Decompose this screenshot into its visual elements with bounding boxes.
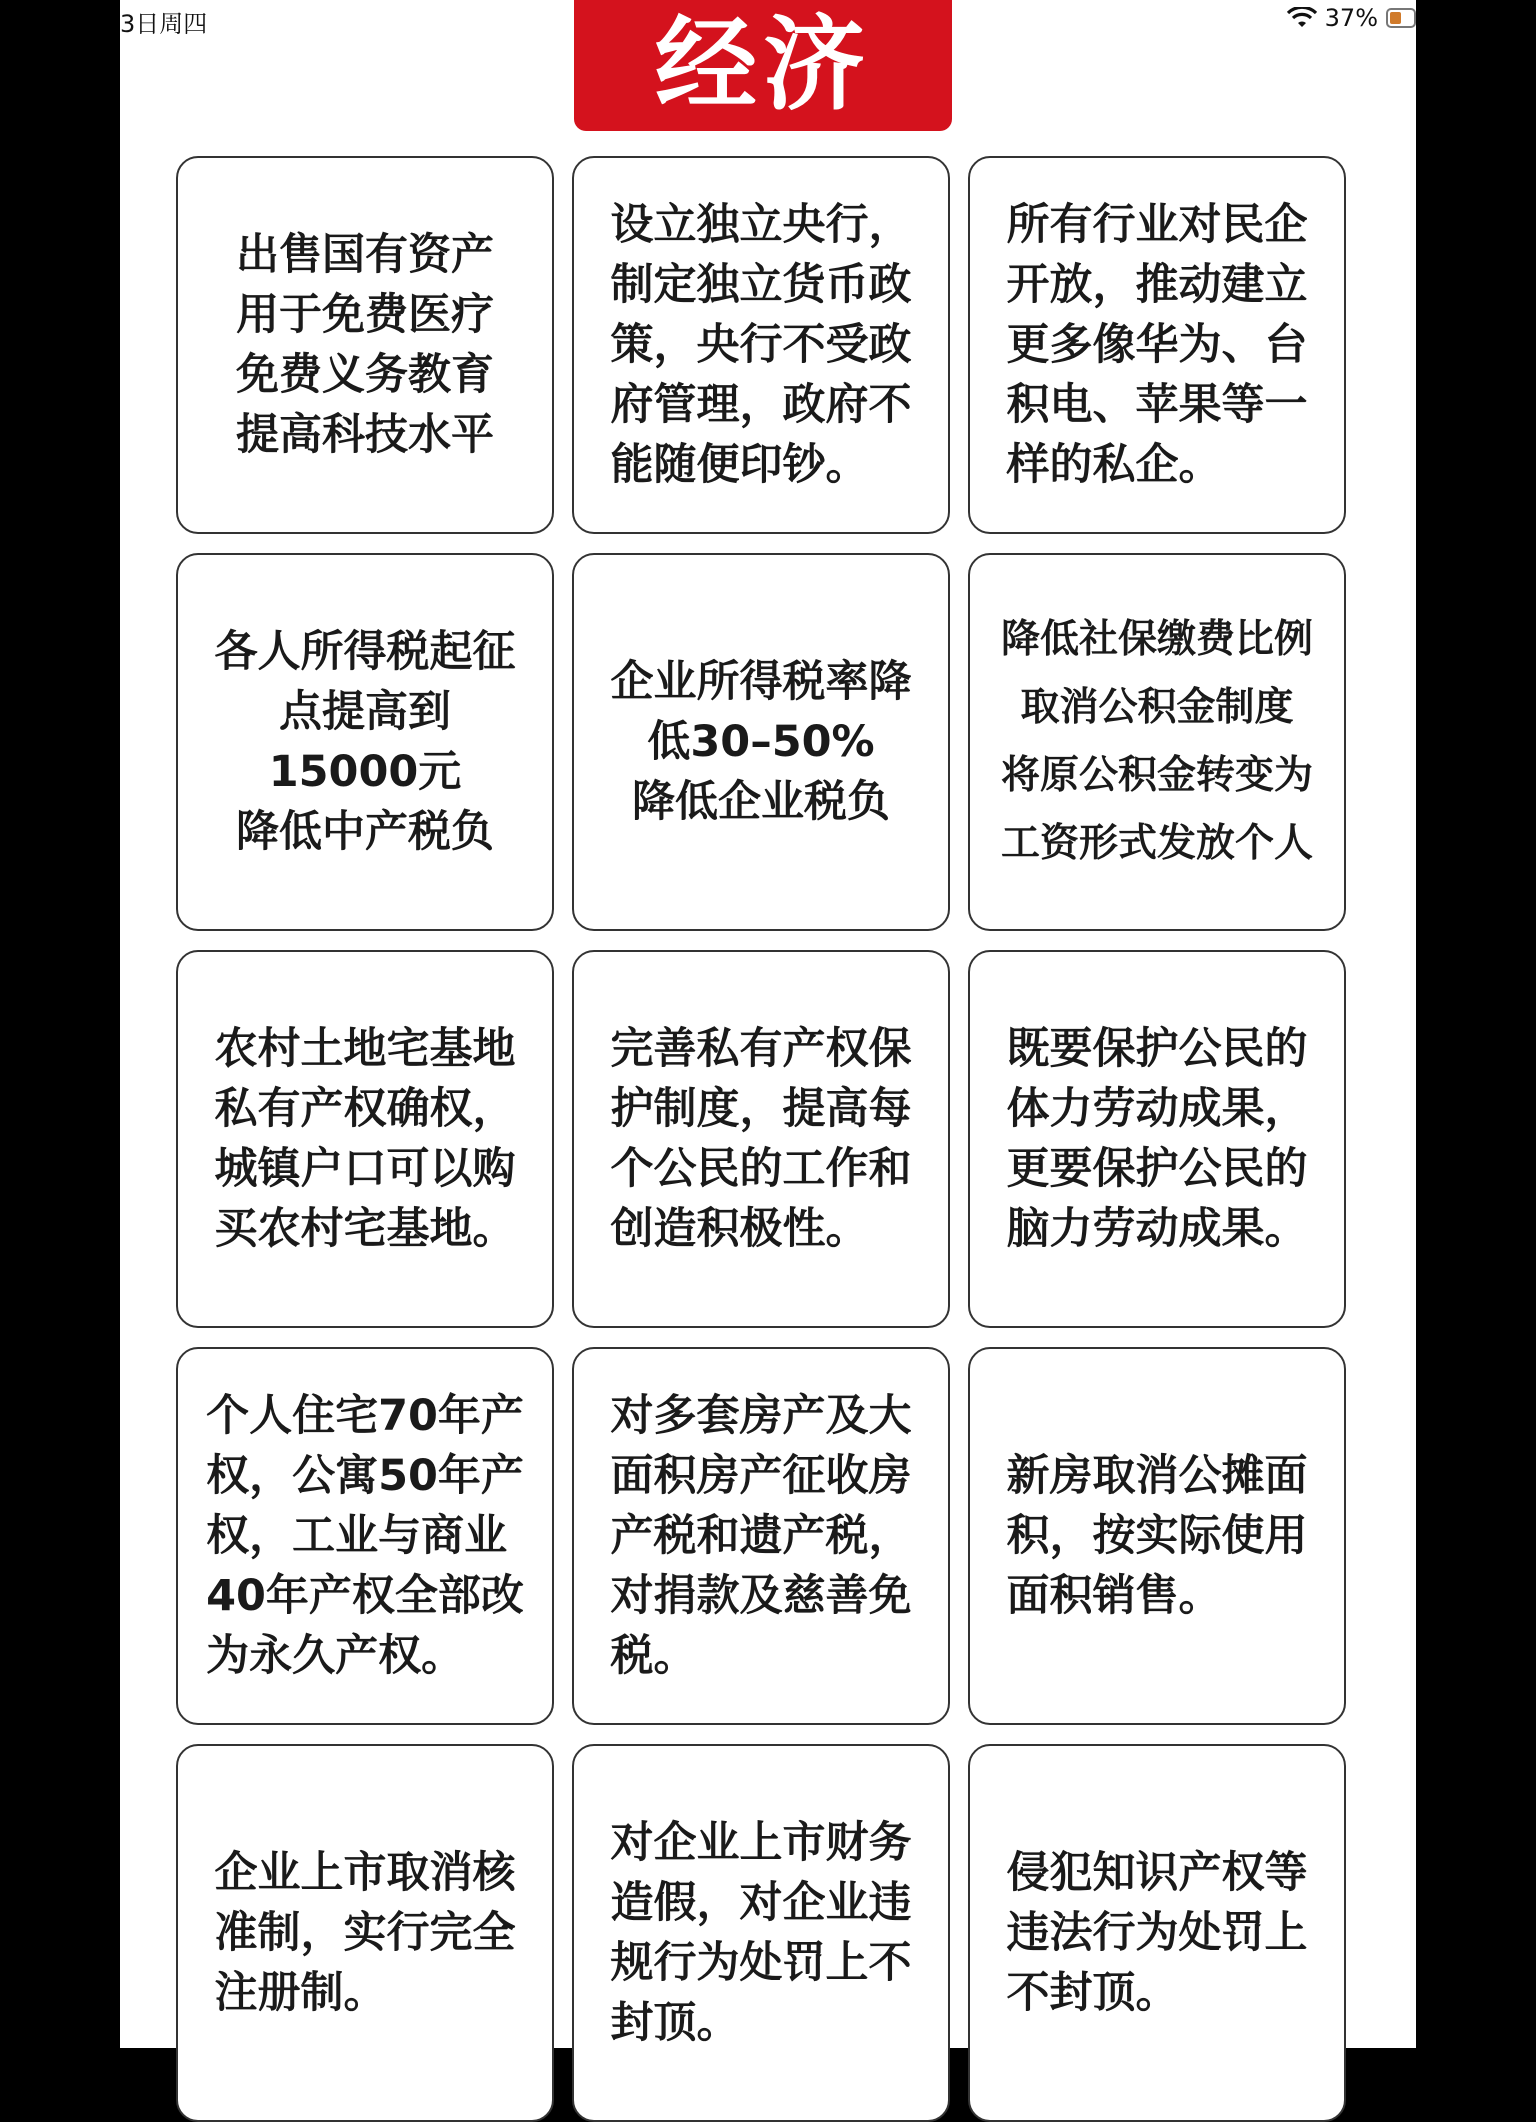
card-text: 既要保护公民的 体力劳动成果， 更要保护公民的 脑力劳动成果。: [1006, 1023, 1308, 1255]
status-right: [1287, 4, 1416, 32]
policy-card: [176, 553, 554, 931]
card-text: 企业上市取消核 准制，实行完全 注册制。: [214, 1847, 516, 2019]
battery-icon: [1386, 8, 1416, 28]
card-text: 对企业上市财务 造假，对企业违 规行为处罚上不 封顶。: [610, 1817, 912, 2049]
card-text: 所有行业对民企 开放，推动建立 更多像华为、台 积电、苹果等一 样的私企。: [1006, 199, 1308, 491]
policy-card: [968, 156, 1346, 534]
card-text: 设立独立央行， 制定独立货币政 策，央行不受政 府管理，政府不 能随便印钞。: [610, 199, 912, 491]
policy-card: [968, 1744, 1346, 2122]
policy-grid: [176, 156, 1348, 2122]
card-text: 农村土地宅基地 私有产权确权， 城镇户口可以购 买农村宅基地。: [214, 1023, 516, 1255]
policy-card: [572, 1744, 950, 2122]
policy-card: [176, 950, 554, 1328]
policy-card: [176, 1347, 554, 1725]
card-text: 侵犯知识产权等 违法行为处罚上 不封顶。: [1006, 1847, 1308, 2019]
card-text: 降低社保缴费比例 取消公积金制度 将原公积金转变为 工资形式发放个人: [1000, 616, 1313, 867]
wifi-icon: [1287, 7, 1317, 29]
policy-card: [176, 156, 554, 534]
policy-card: [968, 950, 1346, 1328]
policy-card: [572, 950, 950, 1328]
status-date: 3日周四: [120, 10, 208, 38]
policy-card: [968, 553, 1346, 931]
card-text: 个人住宅70年产 权，公寓50年产 权，工业与商业 40年产权全部改 为永久产权。: [206, 1390, 524, 1682]
policy-card: [572, 1347, 950, 1725]
card-text: 各人所得税起征 点提高到 15000元 降低中产税负: [214, 626, 516, 858]
policy-card: [176, 1744, 554, 2122]
policy-card: [572, 553, 950, 931]
card-text: 对多套房产及大 面积房产征收房 产税和遗产税， 对捐款及慈善免 税。: [610, 1390, 912, 1682]
page-title: 经济: [655, 5, 871, 125]
card-text: 新房取消公摊面 积，按实际使用 面积销售。: [1006, 1450, 1308, 1622]
battery-percent: 37%: [1324, 4, 1378, 32]
card-text: 完善私有产权保 护制度，提高每 个公民的工作和 创造积极性。: [610, 1023, 912, 1255]
card-text: 企业所得税率降 低30–50% 降低企业税负: [610, 656, 912, 828]
card-text: 出售国有资产 用于免费医疗 免费义务教育 提高科技水平: [236, 229, 494, 461]
policy-card: [572, 156, 950, 534]
policy-card: [968, 1347, 1346, 1725]
title-banner: [574, 0, 952, 131]
